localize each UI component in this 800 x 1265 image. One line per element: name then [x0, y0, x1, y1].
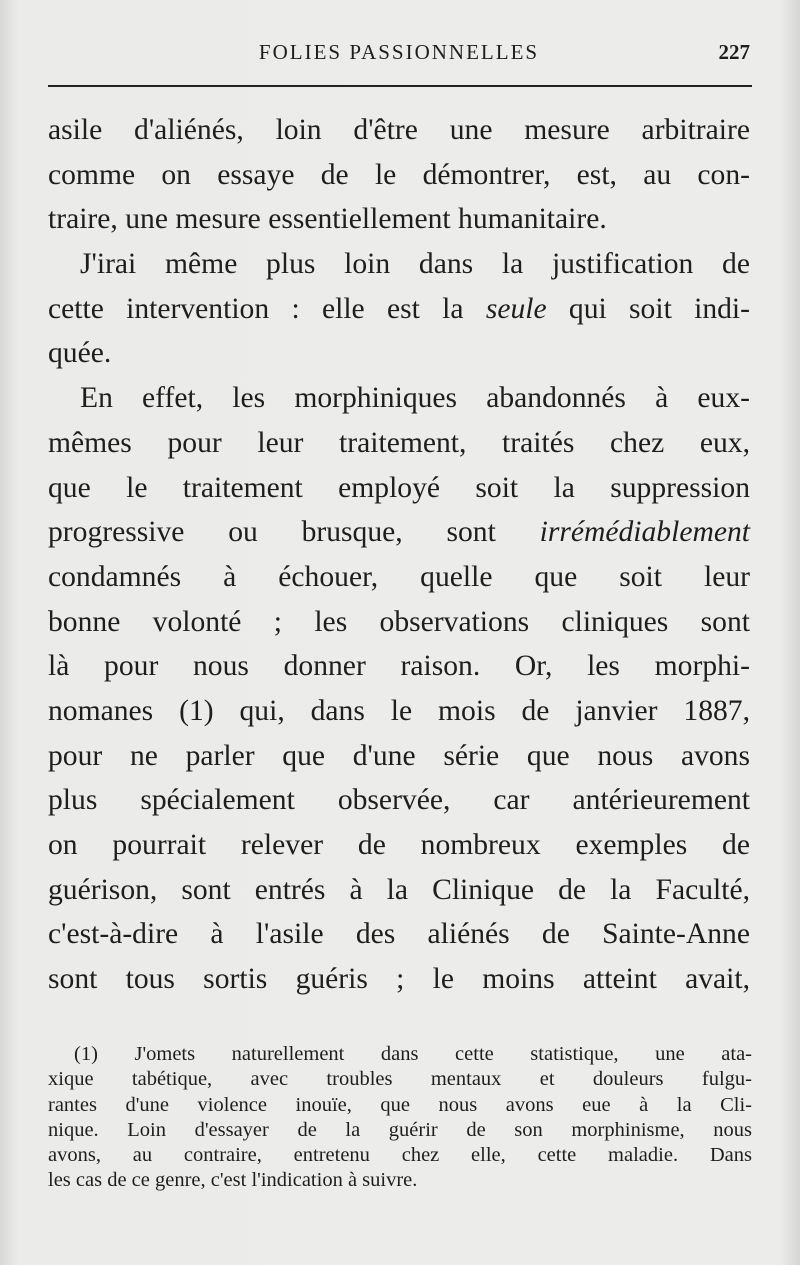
text-fragment: cette intervention : elle est la [48, 292, 486, 325]
text-line: condamnés à échouer, quelle que soit leur [48, 560, 750, 593]
text-fragment: progressive ou brusque, sont [48, 516, 540, 549]
main-text [48, 108, 750, 1002]
text-line: que le traitement employé soit la suppression [48, 471, 750, 504]
footnote-line: avons, au contraire, entretenu chez elle, cette maladie. Dans [48, 1144, 752, 1167]
text-line: bonne volonté ; les observations cliniques sont [48, 605, 750, 638]
text-line: asile d'aliénés, loin d'être une mesure arbitraire [48, 114, 750, 146]
text-line: on pourrait relever de nombreux exemples de [48, 829, 750, 861]
italic-word: seule [485, 292, 547, 325]
footnote-line: nique. Loin d'essayer de la guérir de son morphinisme, nous [48, 1118, 752, 1141]
text-line: sont tous sortis guéris ; le moins atteint avait, [48, 963, 750, 996]
footnote-line: (1) J'omets naturellement dans cette statistique, une ata- [74, 1043, 752, 1065]
text-line [48, 510, 750, 555]
text-line: quée. [48, 337, 112, 370]
text-line: là pour nous donner raison. Or, les morphi- [48, 650, 750, 683]
footnote-line: xique tabétique, avec troubles mentaux et douleurs fulgu- [48, 1068, 752, 1091]
italic-word: irrémédiablement [539, 516, 750, 549]
text-line: En effet, les morphiniques abandonnés à eux- [80, 382, 750, 415]
text-line: plus spécialement observée, car antérieurement [48, 784, 750, 817]
page-header [48, 40, 750, 74]
header-rule [48, 85, 752, 87]
text-fragment: qui soit indi- [546, 292, 750, 325]
text-line: mêmes pour leur traitement, traités chez eux, [48, 426, 750, 459]
text-line: guérison, sont entrés à la Clinique de la Faculté, [48, 873, 750, 906]
text-line: J'irai même plus loin dans la justification de [80, 248, 750, 281]
footnote [48, 1042, 752, 1194]
running-title: FOLIES PASSIONNELLES [258, 40, 540, 64]
footnote-line: rantes d'une violence inouïe, que nous avons eue à la Cli- [48, 1093, 752, 1116]
footnote-line: les cas de ce genre, c'est l'indication à suivre. [48, 1169, 418, 1192]
text-line: nomanes (1) qui, dans le mois de janvier 1887, [48, 694, 750, 727]
text-line: pour ne parler que d'une série que nous avons [48, 739, 750, 772]
text-line [48, 287, 750, 332]
text-line: c'est-à-dire à l'asile des aliénés de Sainte-Anne [48, 918, 750, 951]
text-line: traire, une mesure essentiellement humanitaire. [48, 203, 607, 236]
text-line: comme on essaye de le démontrer, est, au con- [48, 158, 750, 191]
page-number: 227 [718, 40, 750, 64]
